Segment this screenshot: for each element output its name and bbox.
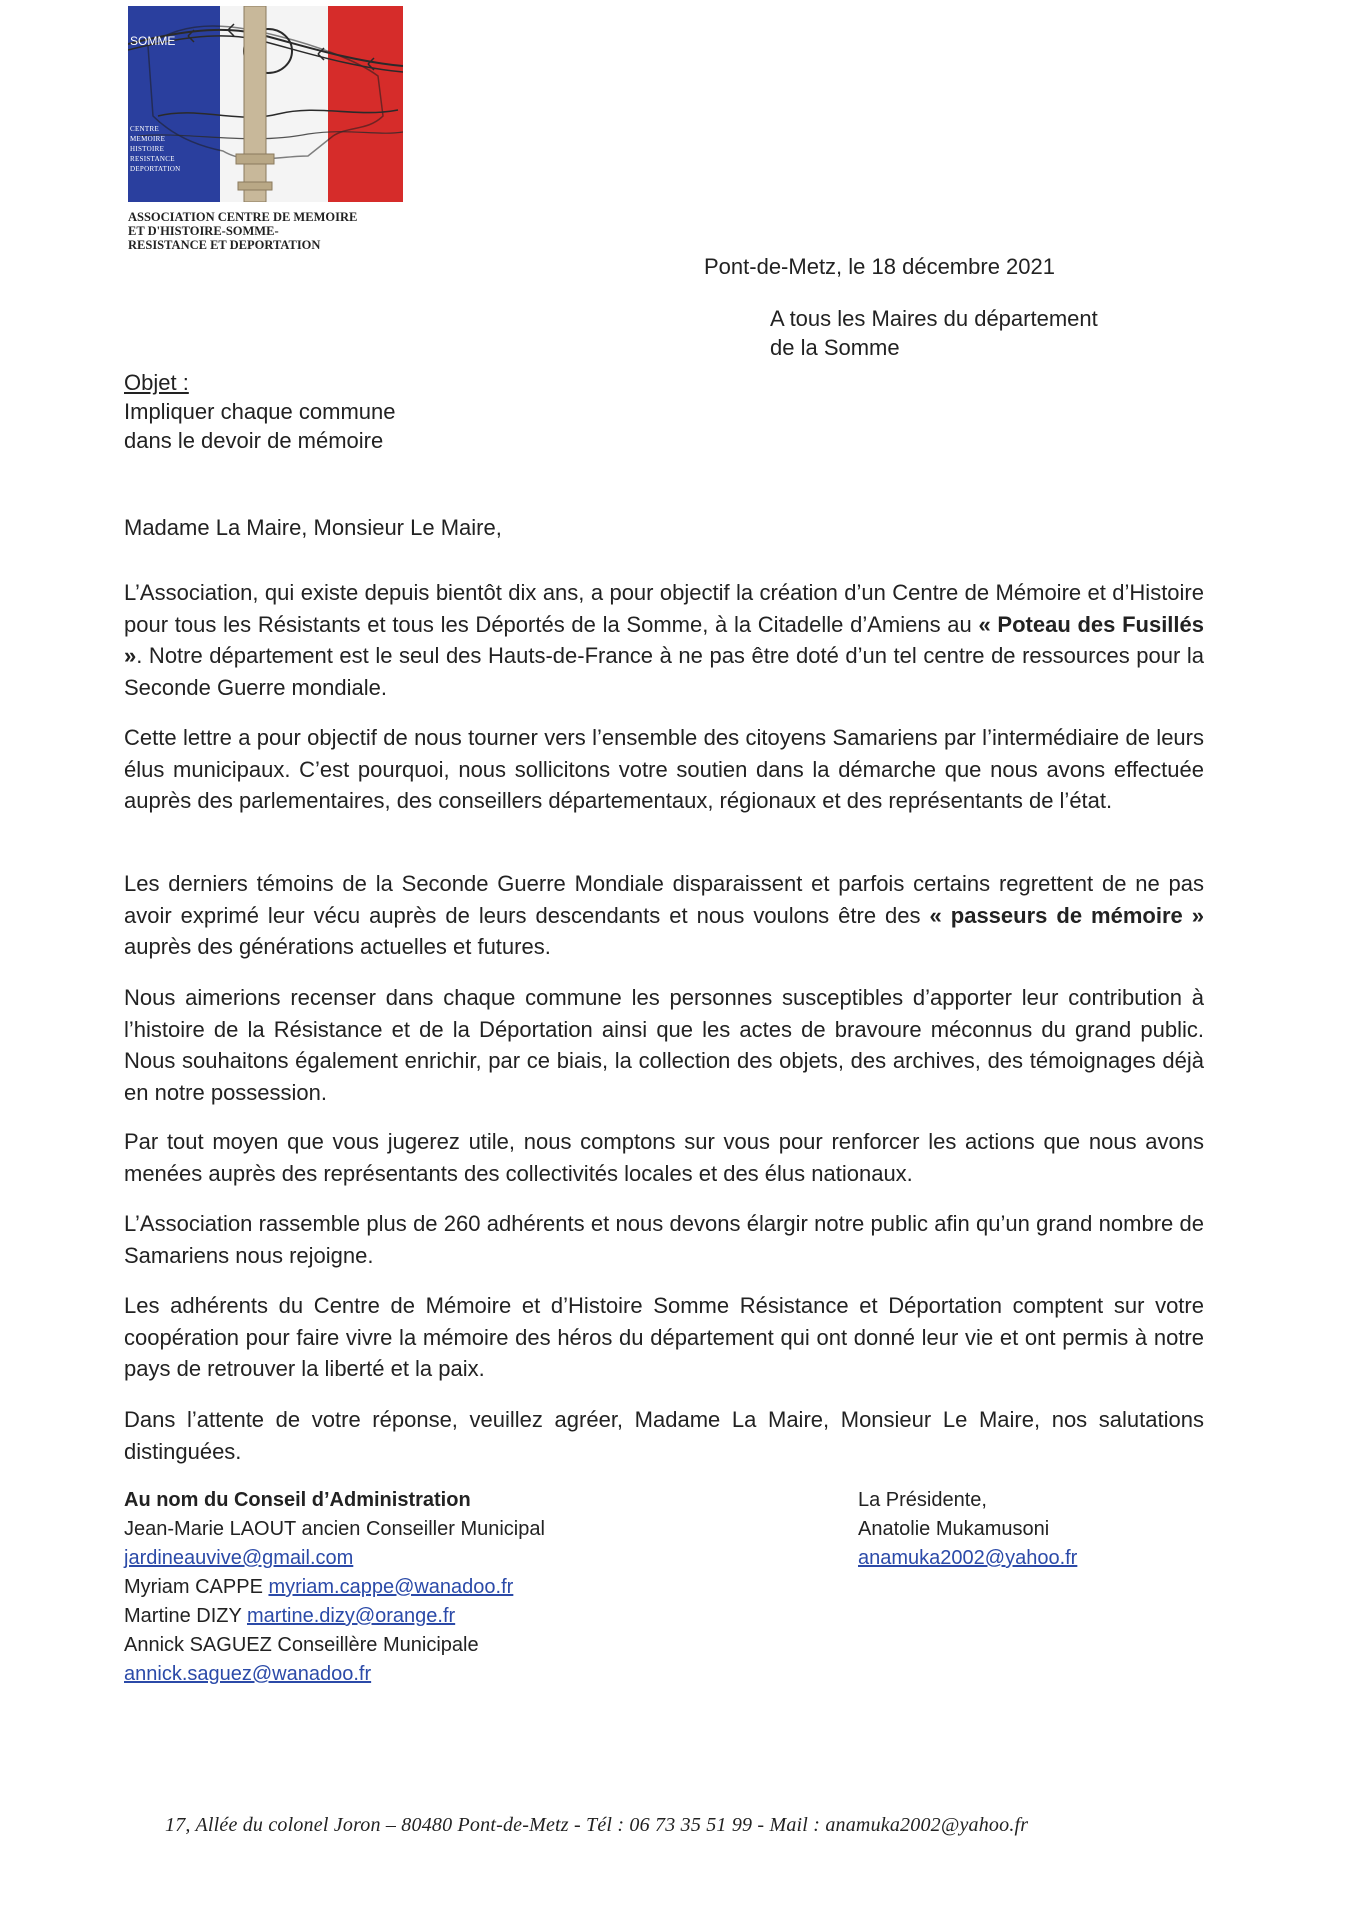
- board-heading: Au nom du Conseil d’Administration: [124, 1489, 471, 1511]
- association-logo: [128, 6, 403, 202]
- email-link-dizy[interactable]: martine.dizy@orange.fr: [247, 1605, 456, 1627]
- paragraph-6: L’Association rassemble plus de 260 adhérents et nous devons élargir notre public afin qu’un grand nombre de Samariens nous rejoigne.: [124, 1211, 1204, 1268]
- president-signature: [858, 1486, 1077, 1573]
- board-signatories: Au nom du Conseil d’Administration Jean-Marie LAOUT ancien Conseiller Municipal jardineauvive@gmail.com Myriam CAPPE myriam.cappe@wanadoo.fr Martine DIZY martine.dizy@orange.fr Annick SAGUEZ Conseillère Municipale annick.saguez@wanadoo.fr: [124, 1486, 545, 1689]
- president-name: Anatolie Mukamusoni: [858, 1518, 1050, 1540]
- salutation: Madame La Maire, Monsieur Le Maire,: [124, 515, 502, 540]
- highlight-poteau: « Poteau des Fusillés »: [124, 611, 1204, 668]
- highlight-passeurs: « passeurs de mémoire »: [929, 902, 1204, 928]
- paragraph-1: L’Association, qui existe depuis bientôt dix ans, a pour objectif la création d’un Centre de Mémoire et d’Histoire pour tous les Résistants et tous les Déportés de la Somme, à la Citadelle d’Amiens au « Poteau des Fusillés ». Notre département est le seul des Hauts-de-France à ne pas être doté d’un tel centre de ressources pour la Seconde Guerre mondiale.: [124, 580, 1204, 700]
- email-link-jardineauvive[interactable]: jardineauvive@gmail.com: [124, 1547, 354, 1569]
- president-title: La Présidente,: [858, 1489, 987, 1511]
- subject-line: Impliquer chaque commune: [124, 399, 396, 424]
- organization-name: ASSOCIATION CENTRE DE MEMOIRE ET D'HISTOIRE-SOMME- RESISTANCE ET DEPORTATION: [128, 210, 358, 252]
- email-link-cappe[interactable]: myriam.cappe@wanadoo.fr: [268, 1576, 514, 1598]
- paragraph-7: Les adhérents du Centre de Mémoire et d’Histoire Somme Résistance et Déportation comptent sur votre coopération pour faire vivre la mémoire des héros du département qui ont donné leur vie et ont permis à notre pays de retrouver la liberté et la paix.: [124, 1293, 1204, 1381]
- logo-acronym: CENTRE MEMOIRE HISTOIRE RESISTANCE DEPORTATION: [130, 125, 181, 173]
- email-link-president[interactable]: anamuka2002@yahoo.fr: [858, 1547, 1078, 1569]
- paragraph-3: Les derniers témoins de la Seconde Guerre Mondiale disparaissent et parfois certains regrettent de ne pas avoir exprimé leur vécu auprès de leurs descendants et nous voulons être des « passeurs de mémoire » auprès des générations actuelles et futures.: [124, 871, 1204, 959]
- subject-label: Objet :: [124, 370, 189, 395]
- paragraph-8: Dans l’attente de votre réponse, veuillez agréer, Madame La Maire, Monsieur Le Maire, nos salutations distinguées.: [124, 1407, 1204, 1464]
- subject-block: [124, 368, 395, 455]
- subject-line: dans le devoir de mémoire: [124, 428, 384, 453]
- logo-somme-label: SOMME: [130, 34, 176, 48]
- paragraph-4: Nous aimerions recenser dans chaque commune les personnes susceptibles d’apporter leur contribution à l’histoire de la Résistance et de la Déportation ainsi que les actes de bravoure méconnus du grand public. Nous souhaitons également enrichir, par ce biais, la collection des objets, des archives, des témoignages déjà en notre possession.: [124, 985, 1204, 1105]
- paragraph-2: Cette lettre a pour objectif de nous tourner vers l’ensemble des citoyens Samariens par l’intermédiaire de leurs élus municipaux. C’est pourquoi, nous sollicitons votre soutien dans la démarche que nous avons effectuée auprès des parlementaires, des conseillers départementaux, régionaux et des représentants de l’état.: [124, 725, 1204, 813]
- letter-date: Pont-de-Metz, le 18 décembre 2021: [704, 254, 1055, 279]
- email-link-saguez[interactable]: annick.saguez@wanadoo.fr: [124, 1663, 372, 1685]
- footer-address: 17, Allée du colonel Joron – 80480 Pont-de-Metz - Tél : 06 73 35 51 99 - Mail : anamuka2002@yahoo.fr: [165, 1814, 1029, 1836]
- recipient-block: A tous les Maires du département de la Somme: [770, 306, 1098, 360]
- paragraph-5: Par tout moyen que vous jugerez utile, nous comptons sur vous pour renforcer les actions que nous avons menées auprès des représentants des collectivités locales et des élus nationaux.: [124, 1129, 1204, 1186]
